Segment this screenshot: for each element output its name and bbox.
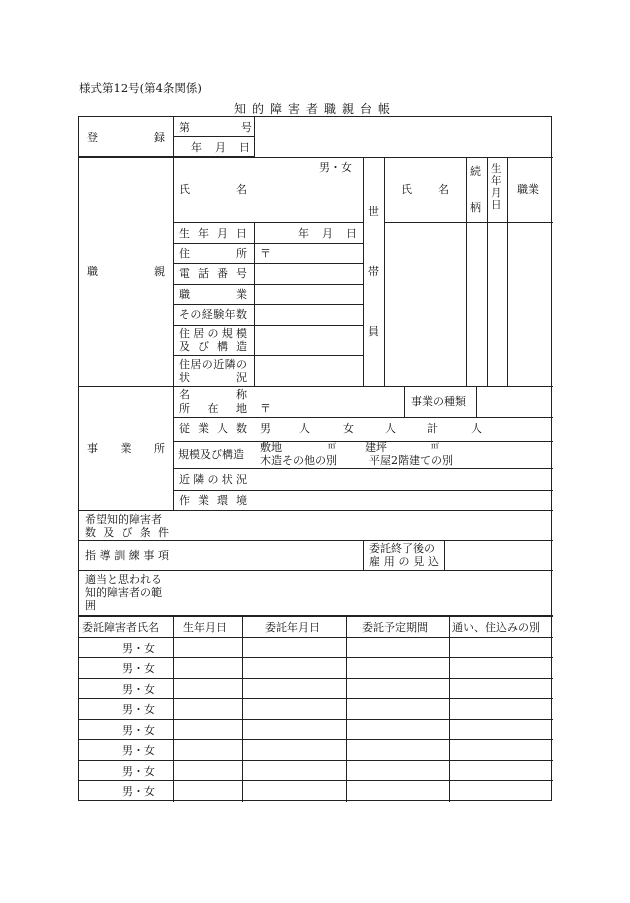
employees-male-label: 男 (260, 422, 271, 435)
registration-number-prefix: 第 (179, 121, 190, 134)
floors-note: 平屋2階建ての別 (369, 454, 453, 467)
household-name-label: 氏名 (401, 183, 449, 196)
shokuoya-birth-year: 年 (298, 227, 309, 240)
row-gender-8: 男・女 (122, 785, 155, 798)
site-label: 敷地 (260, 441, 282, 454)
household-label-char-1: 世 (368, 205, 379, 218)
after-term-line2: 雇用の見込 (369, 555, 439, 568)
row-gender-3: 男・女 (122, 683, 155, 696)
row-gender-4: 男・女 (122, 703, 155, 716)
desired-line2: 数及び条件 (85, 526, 169, 539)
household-label-char-2: 帯 (368, 265, 379, 278)
shokuoya-birth-day: 日 (346, 227, 357, 240)
shokuoya-neighborhood-line2: 状況 (179, 371, 247, 384)
row-gender-6: 男・女 (122, 744, 155, 757)
shokuoya-neighborhood-line1: 住居の近隣の (179, 358, 247, 371)
scope-line1: 適当と思われる (85, 573, 162, 586)
form-table (78, 116, 552, 801)
scale-structure-label: 規模及び構造 (178, 448, 244, 461)
shokuoya-gender-options: 男・女 (319, 161, 352, 174)
business-name-label: 名称 (179, 388, 247, 401)
shokuoya-postal-mark: 〒 (260, 247, 271, 260)
header-entrusted-name: 委託障害者氏名 (82, 621, 159, 634)
registration-number-suffix: 号 (241, 121, 252, 134)
shokuoya-experience-label: その経験年数 (179, 308, 247, 321)
employees-male-unit: 人 (299, 422, 310, 435)
building-label: 建坪 (365, 441, 387, 454)
shokuoya-birthdate-label: 生年月日 (179, 227, 247, 240)
row-gender-5: 男・女 (122, 724, 155, 737)
shokuoya-address-label: 住所 (179, 247, 247, 260)
desired-line1: 希望知的障害者 (85, 513, 162, 526)
registration-month: 月 (215, 141, 226, 154)
household-occupation-label: 職業 (517, 183, 539, 196)
structure-note: 木造その他の別 (260, 454, 337, 467)
business-type-label: 事業の種類 (411, 395, 466, 408)
header-planned-period: 委託予定期間 (362, 621, 428, 634)
business-postal-mark: 〒 (260, 402, 271, 415)
business-neighborhood-label: 近隣の状況 (179, 473, 247, 486)
header-entrust-date: 委託年月日 (265, 621, 320, 634)
shokuoya-name-label: 氏名 (179, 183, 247, 196)
training-label: 指導訓練事項 (85, 549, 169, 562)
employees-total-label: 計 (427, 422, 438, 435)
row-gender-1: 男・女 (122, 642, 155, 655)
employees-female-label: 女 (343, 422, 354, 435)
header-commute-type: 通い、住込みの別 (452, 621, 540, 634)
registration-day: 日 (239, 141, 250, 154)
scope-line2: 知的障害者の範 (85, 586, 162, 599)
household-label-char-3: 員 (368, 325, 379, 338)
household-relation-char-2: 柄 (470, 201, 481, 214)
household-relation-char-1: 続 (470, 165, 481, 178)
row-gender-2: 男・女 (122, 662, 155, 675)
form-number: 様式第12号(第4条関係) (79, 81, 202, 95)
shokuoya-phone-label: 電話番号 (179, 267, 247, 280)
employees-label: 従業人数 (179, 422, 247, 435)
after-term-line1: 委託終了後の (369, 542, 435, 555)
shokuoya-residence-scale-line2: 及び構造 (179, 340, 247, 353)
business-location-label: 所在地 (179, 402, 247, 415)
shokuoya-birth-month: 月 (322, 227, 333, 240)
building-sqm-unit: ㎡ (431, 441, 439, 450)
scope-line3: 囲 (85, 599, 96, 612)
business-label: 事業所 (87, 442, 165, 455)
shokuoya-occupation-label: 職業 (179, 288, 247, 301)
employees-total-unit: 人 (471, 422, 482, 435)
employees-female-unit: 人 (385, 422, 396, 435)
row-gender-7: 男・女 (122, 765, 155, 778)
registration-year: 年 (191, 141, 202, 154)
shokuoya-label: 職親 (87, 265, 165, 278)
page-title: 知的障害者職親台帳 (233, 102, 396, 116)
work-environment-label: 作業環境 (179, 494, 247, 507)
household-birthdate-label: 生年月日 (491, 163, 502, 211)
site-sqm-unit: ㎡ (328, 441, 336, 450)
shokuoya-residence-scale-line1: 住居の規模 (179, 327, 247, 340)
registration-label: 登録 (87, 131, 165, 144)
header-birthdate: 生年月日 (183, 621, 227, 634)
